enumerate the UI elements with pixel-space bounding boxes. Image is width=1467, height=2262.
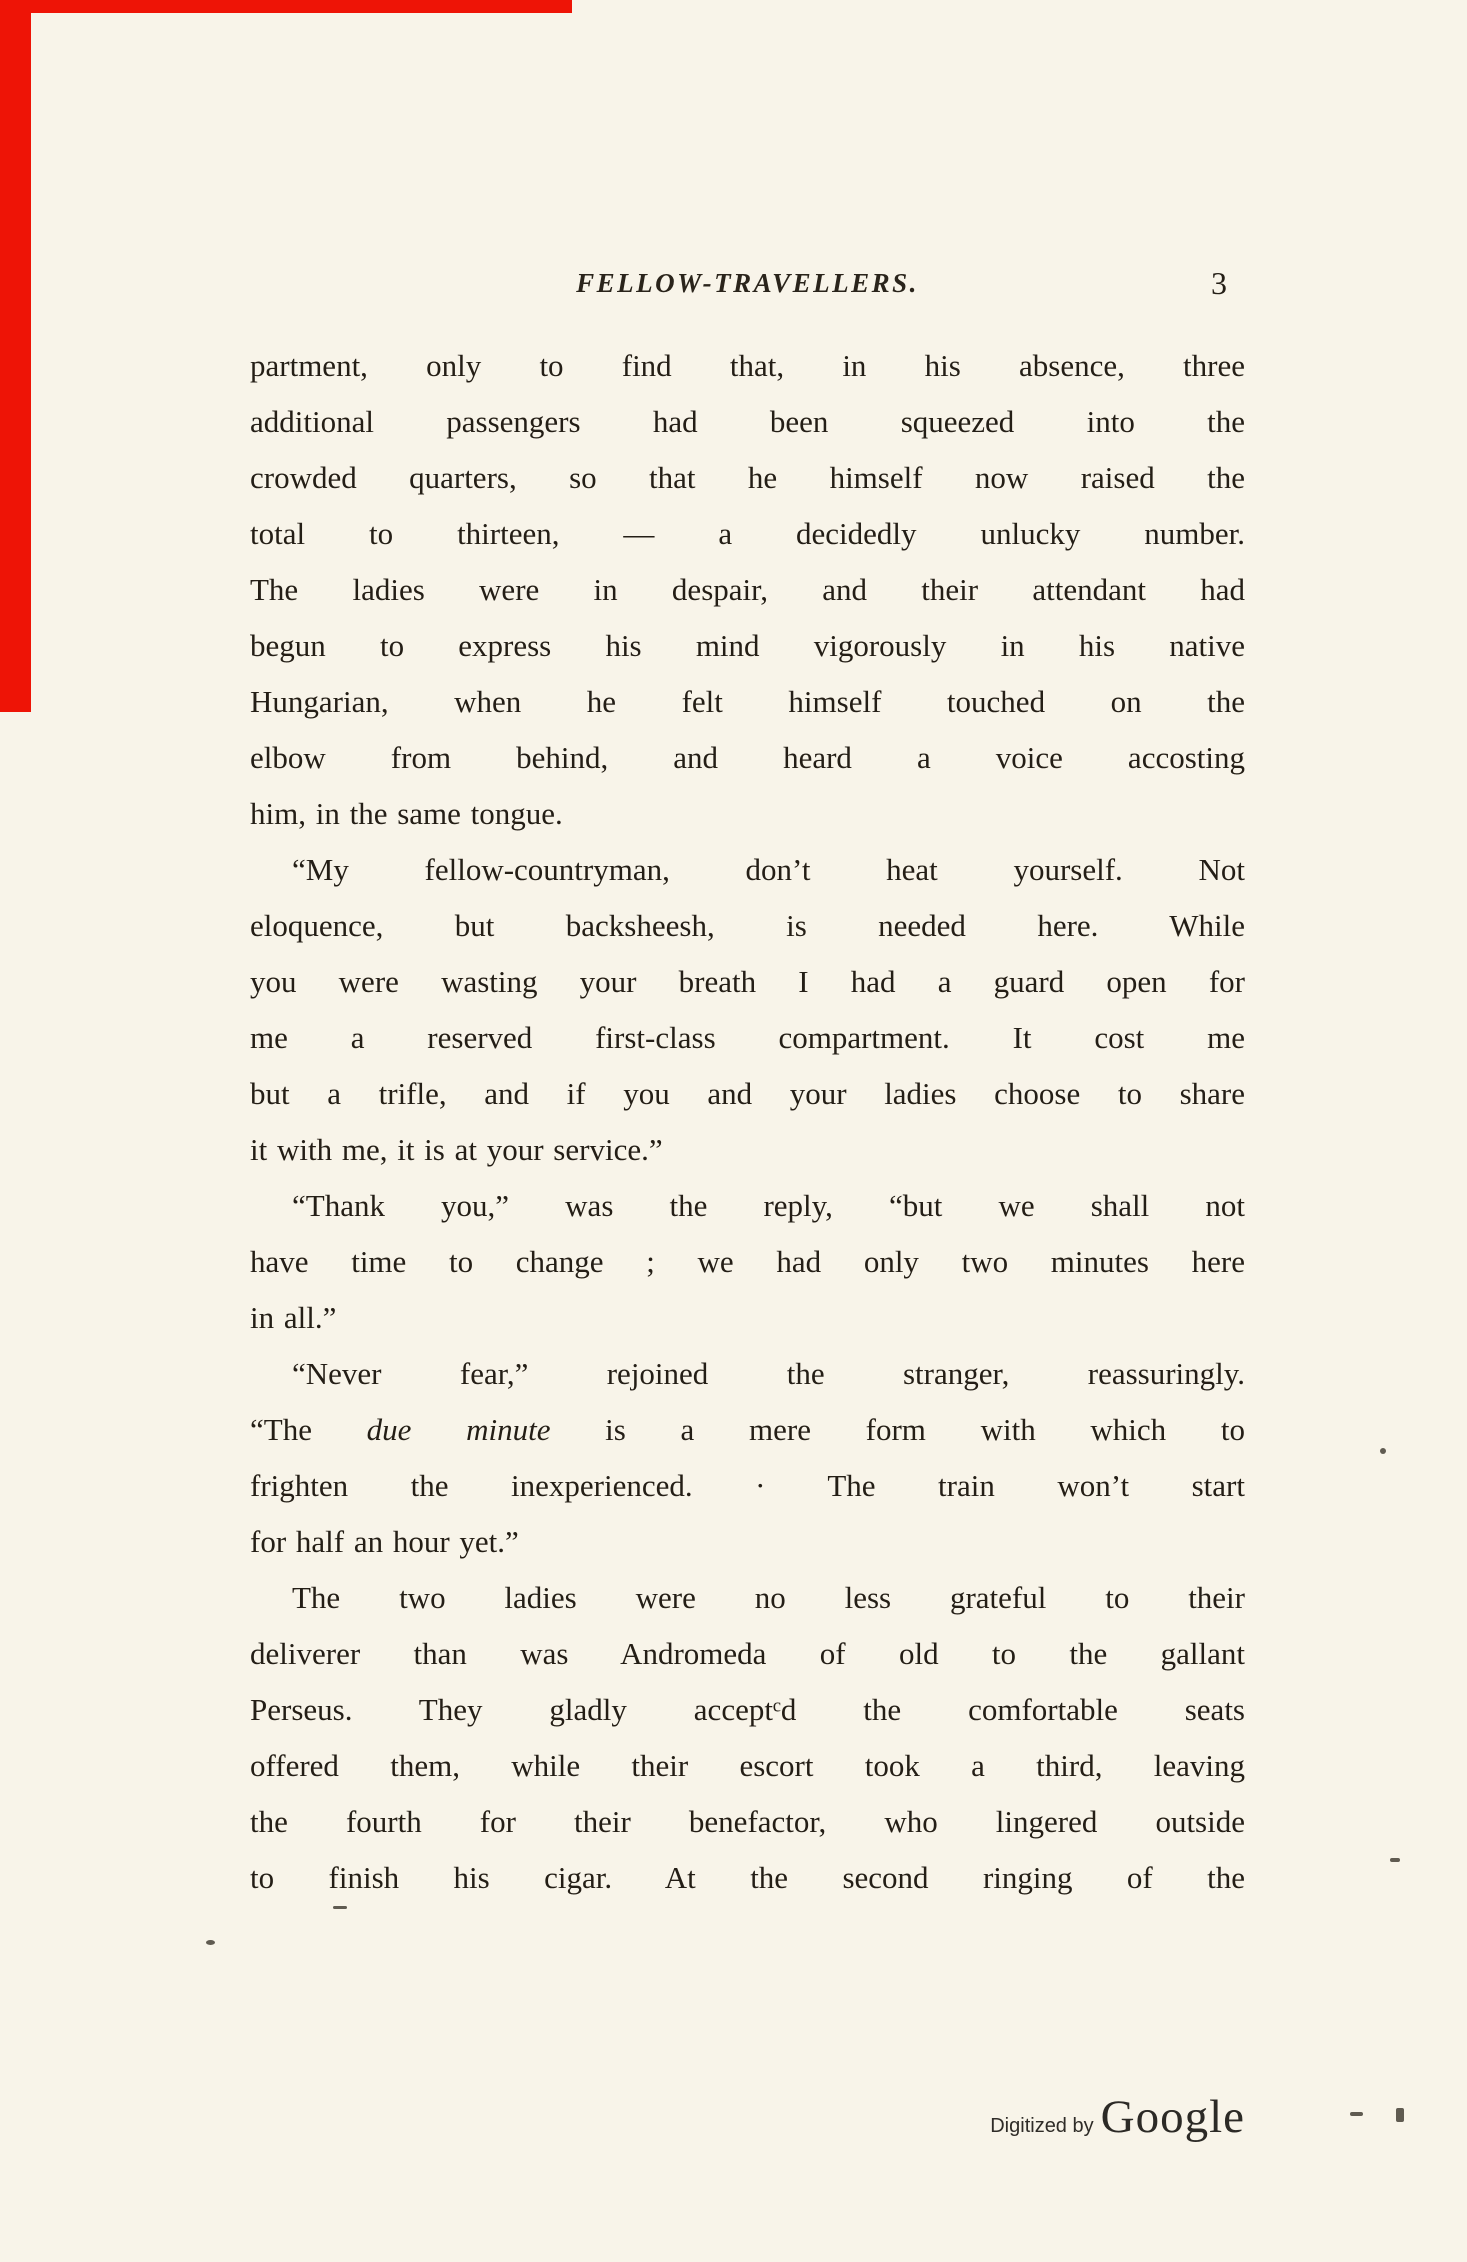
scan-speck	[1380, 1448, 1386, 1454]
text-line	[250, 1402, 1245, 1458]
text-segment: Hungarian, when he felt himself touched on the	[250, 684, 1245, 719]
text-line	[250, 506, 1245, 562]
google-logo: Google	[1100, 2091, 1245, 2143]
text-line	[250, 1682, 1245, 1738]
text-segment: him, in the same tongue.	[250, 796, 563, 831]
text-segment: additional passengers had been squeezed into the	[250, 404, 1245, 439]
page-header	[250, 258, 1245, 308]
text-line	[250, 1346, 1245, 1402]
scan-speck	[333, 1906, 347, 1909]
text-segment: for half an hour yet.”	[250, 1524, 519, 1559]
text-segment: offered them, while their escort took a third, leaving	[250, 1748, 1245, 1783]
text-segment: in all.”	[250, 1300, 337, 1335]
text-segment: it with me, it is at your service.”	[250, 1132, 663, 1167]
text-segment: eloquence, but backsheesh, is needed here. While	[250, 908, 1245, 943]
text-segment: the fourth for their benefactor, who lingered outside	[250, 1804, 1245, 1839]
text-line	[250, 1570, 1245, 1626]
text-segment: “Never fear,” rejoined the stranger, reassuringly.	[292, 1356, 1245, 1391]
text-segment: have time to change ; we had only two minutes here	[250, 1244, 1245, 1279]
text-line	[250, 338, 1245, 394]
text-line	[250, 1738, 1245, 1794]
text-segment: is a mere form with which to	[550, 1412, 1245, 1447]
text-line	[250, 1122, 1245, 1178]
text-line	[250, 842, 1245, 898]
text-segment: total to thirteen, — a decidedly unlucky number.	[250, 516, 1245, 551]
paragraph	[250, 842, 1245, 1178]
paragraph	[250, 338, 1245, 842]
text-line	[250, 674, 1245, 730]
text-line	[250, 1290, 1245, 1346]
scan-speck	[1350, 2112, 1363, 2116]
body-text	[250, 338, 1245, 1906]
text-line	[250, 394, 1245, 450]
text-line	[250, 730, 1245, 786]
scan-speck	[206, 1940, 215, 1945]
text-line	[250, 1626, 1245, 1682]
text-segment: The ladies were in despair, and their attendant had	[250, 572, 1245, 607]
text-segment: you were wasting your breath I had a guard open for	[250, 964, 1245, 999]
text-line	[250, 450, 1245, 506]
scan-speck	[1390, 1858, 1400, 1862]
text-line	[250, 1458, 1245, 1514]
page-content	[250, 258, 1245, 1906]
scan-edge-artifact-left	[0, 0, 31, 712]
text-line	[250, 1066, 1245, 1122]
running-title: FELLOW-TRAVELLERS.	[576, 268, 919, 298]
text-segment: but a trifle, and if you and your ladies choose to share	[250, 1076, 1245, 1111]
text-segment: elbow from behind, and heard a voice accosting	[250, 740, 1245, 775]
paragraph	[250, 1346, 1245, 1570]
scan-edge-artifact-top	[0, 0, 572, 13]
text-segment: “My fellow-countryman, don’t heat yourself. Not	[292, 852, 1245, 887]
scan-speck	[1396, 2108, 1404, 2122]
text-line	[250, 618, 1245, 674]
text-segment: “The	[250, 1412, 367, 1447]
text-segment: frighten the inexperienced. · The train won’t start	[250, 1468, 1245, 1503]
text-line	[250, 1850, 1245, 1906]
text-segment: begun to express his mind vigorously in his native	[250, 628, 1245, 663]
text-line	[250, 1178, 1245, 1234]
digitized-by-footer	[990, 2090, 1245, 2144]
text-segment: to finish his cigar. At the second ringing of the	[250, 1860, 1245, 1895]
text-segment: “Thank you,” was the reply, “but we shall not	[292, 1188, 1245, 1223]
text-line	[250, 562, 1245, 618]
page-number: 3	[1211, 265, 1227, 301]
text-line	[250, 786, 1245, 842]
text-segment: crowded quarters, so that he himself now raised the	[250, 460, 1245, 495]
paragraph	[250, 1178, 1245, 1346]
text-line	[250, 1010, 1245, 1066]
italic-text-segment: due minute	[366, 1412, 551, 1447]
text-segment: me a reserved first-class compartment. It cost me	[250, 1020, 1245, 1055]
digitized-by-label: Digitized by	[990, 2115, 1094, 2137]
text-segment: partment, only to find that, in his absence, three	[250, 348, 1245, 383]
text-line	[250, 898, 1245, 954]
paragraph	[250, 1570, 1245, 1906]
text-segment: deliverer than was Andromeda of old to the gallant	[250, 1636, 1245, 1671]
text-line	[250, 1794, 1245, 1850]
text-segment: The two ladies were no less grateful to their	[292, 1580, 1245, 1615]
text-line	[250, 1514, 1245, 1570]
text-segment: Perseus. They gladly acceptᶜd the comfortable seats	[250, 1692, 1245, 1727]
text-line	[250, 954, 1245, 1010]
text-line	[250, 1234, 1245, 1290]
